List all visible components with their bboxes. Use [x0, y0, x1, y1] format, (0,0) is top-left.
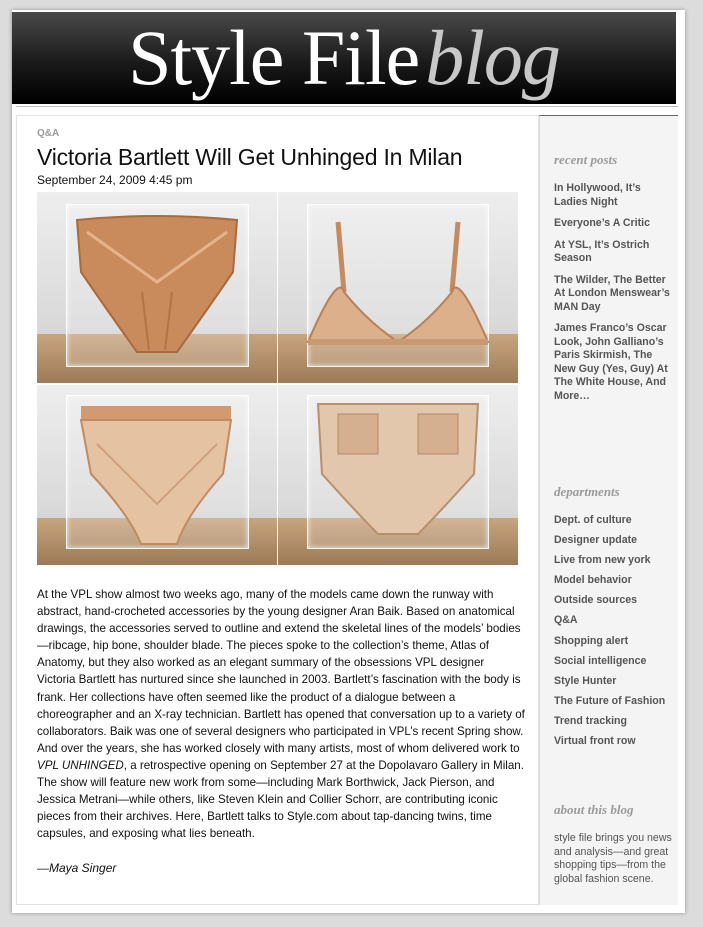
site-logo[interactable] [12, 14, 676, 101]
recent-post-link[interactable]: Everyone’s A Critic [554, 217, 650, 229]
recent-posts-section [554, 152, 672, 411]
photo-briefs-sheer [37, 384, 278, 565]
exhibition-title: VPL UNHINGED [37, 758, 124, 772]
sidebar [539, 115, 678, 905]
article-date: September 24, 2009 4:45 pm [37, 173, 193, 187]
article-byline: —Maya Singer [37, 861, 117, 875]
article-panel [16, 115, 539, 905]
header-divider [16, 106, 678, 107]
article-photo-grid [37, 192, 518, 565]
site-banner[interactable] [12, 12, 676, 104]
recent-post-link[interactable]: The Wilder, The Better At London Menswear’s MAN Day [554, 273, 670, 313]
department-link[interactable]: Dept. of culture [554, 514, 632, 526]
department-link[interactable]: Style Hunter [554, 674, 617, 687]
about-heading: about this blog [554, 802, 634, 817]
article-title: Victoria Bartlett Will Get Unhinged In Milan [37, 144, 463, 170]
about-text: style file brings you news and analysis—and great shopping tips—from the global fashion scene. [554, 832, 672, 885]
recent-posts-heading: recent posts [554, 152, 618, 167]
recent-post-link[interactable]: At YSL, It’s Ostrich Season [554, 238, 650, 264]
about-section [554, 802, 672, 886]
article-category[interactable]: Q&A [37, 128, 60, 139]
article-body: At the VPL show almost two weeks ago, many of the models came down the runway with abstract, hand-crocheted accessories by the young designer Aran Baik. Based on anatomical drawings, the accessories served to outline and extend the skeletal lines of the models’ bodies—ribcage, hip bone, shoulder blade. The pieces spoke to the collection’s theme, Atlas of Anatomy, but they also worked as an elegant summary of the obsessions VPL designer Victoria Bartlett has nurtured since she launched in 2003. Bartlett’s fascination with the body is frank. Her collections have often seemed like the product of a dialogue between a choreographer and an X-ray technician. Bartlett has opened that conversation up to a variety of collaborators. Baik was one of several designers who participated in VPL’s recent Spring show. And over the years, she has worked closely with many artists, most of whom delivered work to VPL UNHINGED, a retrospective opening on September 27 at the Dopolavaro Gallery in Milan. The show will feature new work from some—including Mark Borthwick, Jack Pierson, and Jessica Metrani—while others, like Steven Klein and Collier Schorr, are contributing iconic pieces from their archives. Here, Bartlett talks to Style.com about tap-dancing twins, time capsules, and exposing what lies beneath. [37, 588, 525, 841]
department-link[interactable]: Virtual front row [554, 735, 636, 748]
recent-post-link[interactable]: In Hollywood, It’s Ladies Night [554, 182, 641, 208]
department-link[interactable]: Social intelligence [554, 654, 647, 667]
departments-section [554, 484, 672, 755]
photo-bra [278, 192, 518, 384]
photo-briefs-pockets [278, 384, 518, 565]
photo-briefs-lace [37, 192, 278, 384]
department-link[interactable]: Model behavior [554, 574, 632, 587]
recent-post-link[interactable]: James Franco’s Oscar Look, John Galliano’s Paris Skirmish, The New Guy (Yes, Guy) At The White House, And More… [554, 322, 668, 402]
department-link[interactable]: Live from new york [554, 554, 651, 567]
department-link[interactable]: Designer update [554, 534, 638, 547]
department-link[interactable]: The Future of Fashion [554, 694, 666, 707]
departments-heading: departments [554, 484, 620, 499]
department-link[interactable]: Shopping alert [554, 634, 629, 647]
department-link[interactable]: Outside sources [554, 594, 638, 607]
department-link[interactable]: Q&A [554, 614, 578, 627]
logo-text: Style File [128, 14, 420, 101]
logo-italic-text: blog [425, 14, 560, 101]
department-link[interactable]: Trend tracking [554, 714, 627, 727]
